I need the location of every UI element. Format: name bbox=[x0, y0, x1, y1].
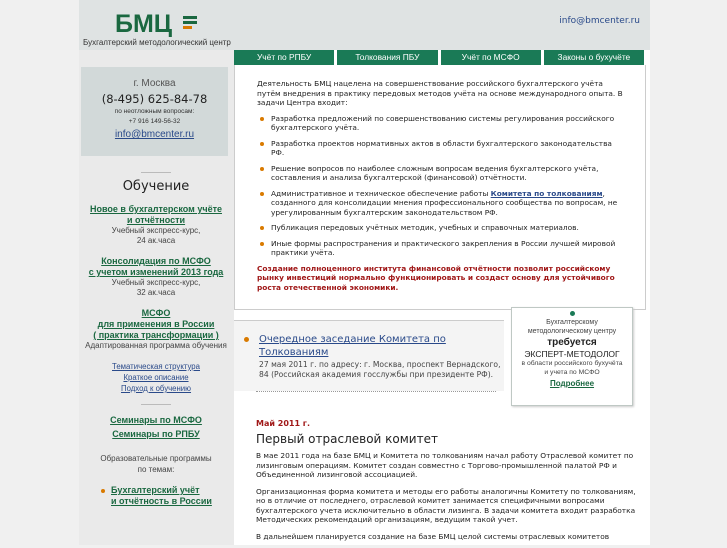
sidebar bbox=[79, 50, 234, 545]
course-item bbox=[81, 204, 231, 246]
about-box bbox=[234, 65, 646, 310]
course-desc: Учебный экспресс-курс, 32 ак.часа bbox=[111, 278, 201, 297]
article bbox=[256, 419, 636, 548]
contact-city: г. Москва bbox=[133, 78, 176, 89]
committee-link[interactable]: Комитета по толкованиям bbox=[490, 188, 603, 198]
news-meta: 27 мая 2011 г. по адресу: г. Москва, проспект Вернадского, 84 (Российская академия госслужбы при президенте РФ). bbox=[259, 360, 501, 379]
msfo-sublinks bbox=[81, 361, 231, 394]
news-item bbox=[234, 320, 504, 391]
course-item bbox=[81, 256, 231, 298]
contact-email-link[interactable]: info@bmcenter.ru bbox=[114, 129, 195, 140]
mission-statement: Создание полноценного института финансовой отчётности позволит российскому рынку инвестиций нормально функционировать и создаст основу для устойчивого роста отечественной экономики. bbox=[257, 263, 615, 292]
contact-phone: (8-495) 625-84-78 bbox=[101, 92, 208, 106]
about-intro: Деятельность БМЦ нацелена на совершенствование российского бухгалтерского учёта путём внедрения в практику передовых методов учёта на основе международного опыта. В задачи Центра входит: bbox=[257, 79, 623, 107]
nav-msfo[interactable]: Учёт по МСФО bbox=[441, 50, 541, 67]
divider bbox=[256, 391, 496, 392]
article-paragraph: В дальнейшем планируется создание на базе БМЦ целой системы отраслевых комитетов bbox=[256, 531, 610, 541]
logo[interactable] bbox=[83, 8, 231, 48]
article-date: Май 2011 г. bbox=[256, 419, 311, 428]
course-link-new[interactable]: Новое в бухгалтерском учёте и отчётности bbox=[90, 204, 222, 225]
other-programs: Образовательные программы по темам: bbox=[100, 454, 212, 474]
divider bbox=[141, 404, 171, 405]
sublink-description[interactable]: Краткое описание bbox=[123, 373, 189, 382]
header-email-link[interactable]: info@bmcenter.ru bbox=[559, 16, 640, 26]
vacancy-box bbox=[511, 307, 633, 406]
topic-list bbox=[103, 485, 231, 507]
contacts-box bbox=[81, 67, 228, 156]
vacancy-more-link[interactable]: Подробнее bbox=[549, 379, 595, 388]
contact-mobile: +7 916 149-56-32 bbox=[128, 118, 181, 125]
nav-rpbu[interactable]: Учёт по РПБУ bbox=[234, 50, 334, 67]
main-content bbox=[234, 65, 650, 545]
task-item: Иные формы распространения и практического закрепления в России лучшей мировой практики учёта. bbox=[257, 239, 627, 258]
vacancy-area: в области российского бухучёта и учета по МСФО bbox=[521, 360, 623, 376]
seminars-list bbox=[81, 413, 231, 441]
news-title-link[interactable]: Очередное заседание Комитета по Толкованиям bbox=[259, 334, 446, 358]
logo-text: БМЦ bbox=[115, 10, 173, 38]
article-title: Первый отраслевой комитет bbox=[256, 431, 438, 446]
tasks-list bbox=[257, 114, 627, 258]
sublink-structure[interactable]: Тематическая структура bbox=[112, 362, 200, 371]
task-item: Административное и техническое обеспечение работы Комитета по толкованиям, созданного для консолидации мнения профессионального сообщества по вопросам, не урегулированным бухгалтерским законодательством РФ. bbox=[257, 189, 627, 218]
task-item: Разработка проектов нормативных актов в области бухгалтерского законодательства РФ. bbox=[257, 139, 627, 158]
course-desc: Адаптированная программа обучения bbox=[85, 341, 227, 350]
article-paragraph: Организационная форма комитета и методы его работы аналогичны Комитету по толкованиям, но в отличие от последнего, отраслевой комитет занимается специфичными вопросами бухгалтерского учета исключительно в области лизинга. В задачи комитета входит разработка Методических рекомендаций организациям, ведущим такой учет. bbox=[256, 486, 636, 524]
seminars-msfo-link[interactable]: Семинары по МСФО bbox=[110, 415, 202, 425]
vacancy-line: Бухгалтерскому методологическому центру bbox=[527, 319, 617, 335]
header bbox=[79, 0, 650, 50]
nav-tolkovaniya[interactable]: Толкования ПБУ bbox=[337, 50, 437, 67]
task-item: Разработка предложений по совершенствованию системы регулирования российского бухгалтерского учёта. bbox=[257, 114, 627, 133]
topic-link[interactable]: Бухгалтерский учёт и отчётность в России bbox=[103, 485, 231, 507]
page bbox=[79, 0, 650, 545]
about-text bbox=[257, 79, 627, 292]
vacancy-required: требуется bbox=[547, 337, 597, 348]
news-bullet-icon bbox=[244, 337, 249, 342]
course-link-consolidation[interactable]: Консолидация по МСФО с учетом изменений 2013 года bbox=[88, 256, 224, 277]
task-item: Публикация передовых учётных методик, учебных и справочных материалов. bbox=[257, 223, 627, 233]
vacancy-position: ЭКСПЕРТ-МЕТОДОЛОГ bbox=[524, 349, 620, 359]
sublink-approach[interactable]: Подход к обучению bbox=[120, 384, 192, 393]
course-item-msfo bbox=[81, 308, 231, 351]
vacancy-dot-icon bbox=[570, 311, 575, 316]
seminars-rpbu-link[interactable]: Семинары по РПБУ bbox=[112, 429, 200, 439]
article-paragraph: В мае 2011 года на базе БМЦ и Комитета по толкованиям начал работу Отраслевой комитет по лизинговым операциям. Комитет создан совместно с Торгово-промышленной палатой РФ и Объединенной лизинговой ассоциацией. bbox=[256, 451, 634, 479]
course-desc: Учебный экспресс-курс, 24 ак.часа bbox=[111, 226, 201, 245]
divider bbox=[141, 172, 171, 173]
nav-zakony[interactable]: Законы о бухучёте bbox=[544, 50, 644, 67]
main-nav bbox=[234, 50, 644, 65]
course-link-msfo[interactable]: МСФО для применения в России ( практика трансформации ) bbox=[93, 308, 219, 340]
training-heading: Обучение bbox=[122, 179, 190, 194]
logo-subtitle: Бухгалтерский методологический центр bbox=[83, 38, 231, 47]
training-list bbox=[81, 168, 231, 507]
logo-mark-icon bbox=[181, 14, 201, 36]
task-item: Решение вопросов по наиболее сложным вопросам ведения бухгалтерского учёта, составления и анализа бухгалтерской (финансовой) отчётности. bbox=[257, 164, 627, 183]
contact-note: по неотложным вопросам: bbox=[114, 108, 195, 115]
